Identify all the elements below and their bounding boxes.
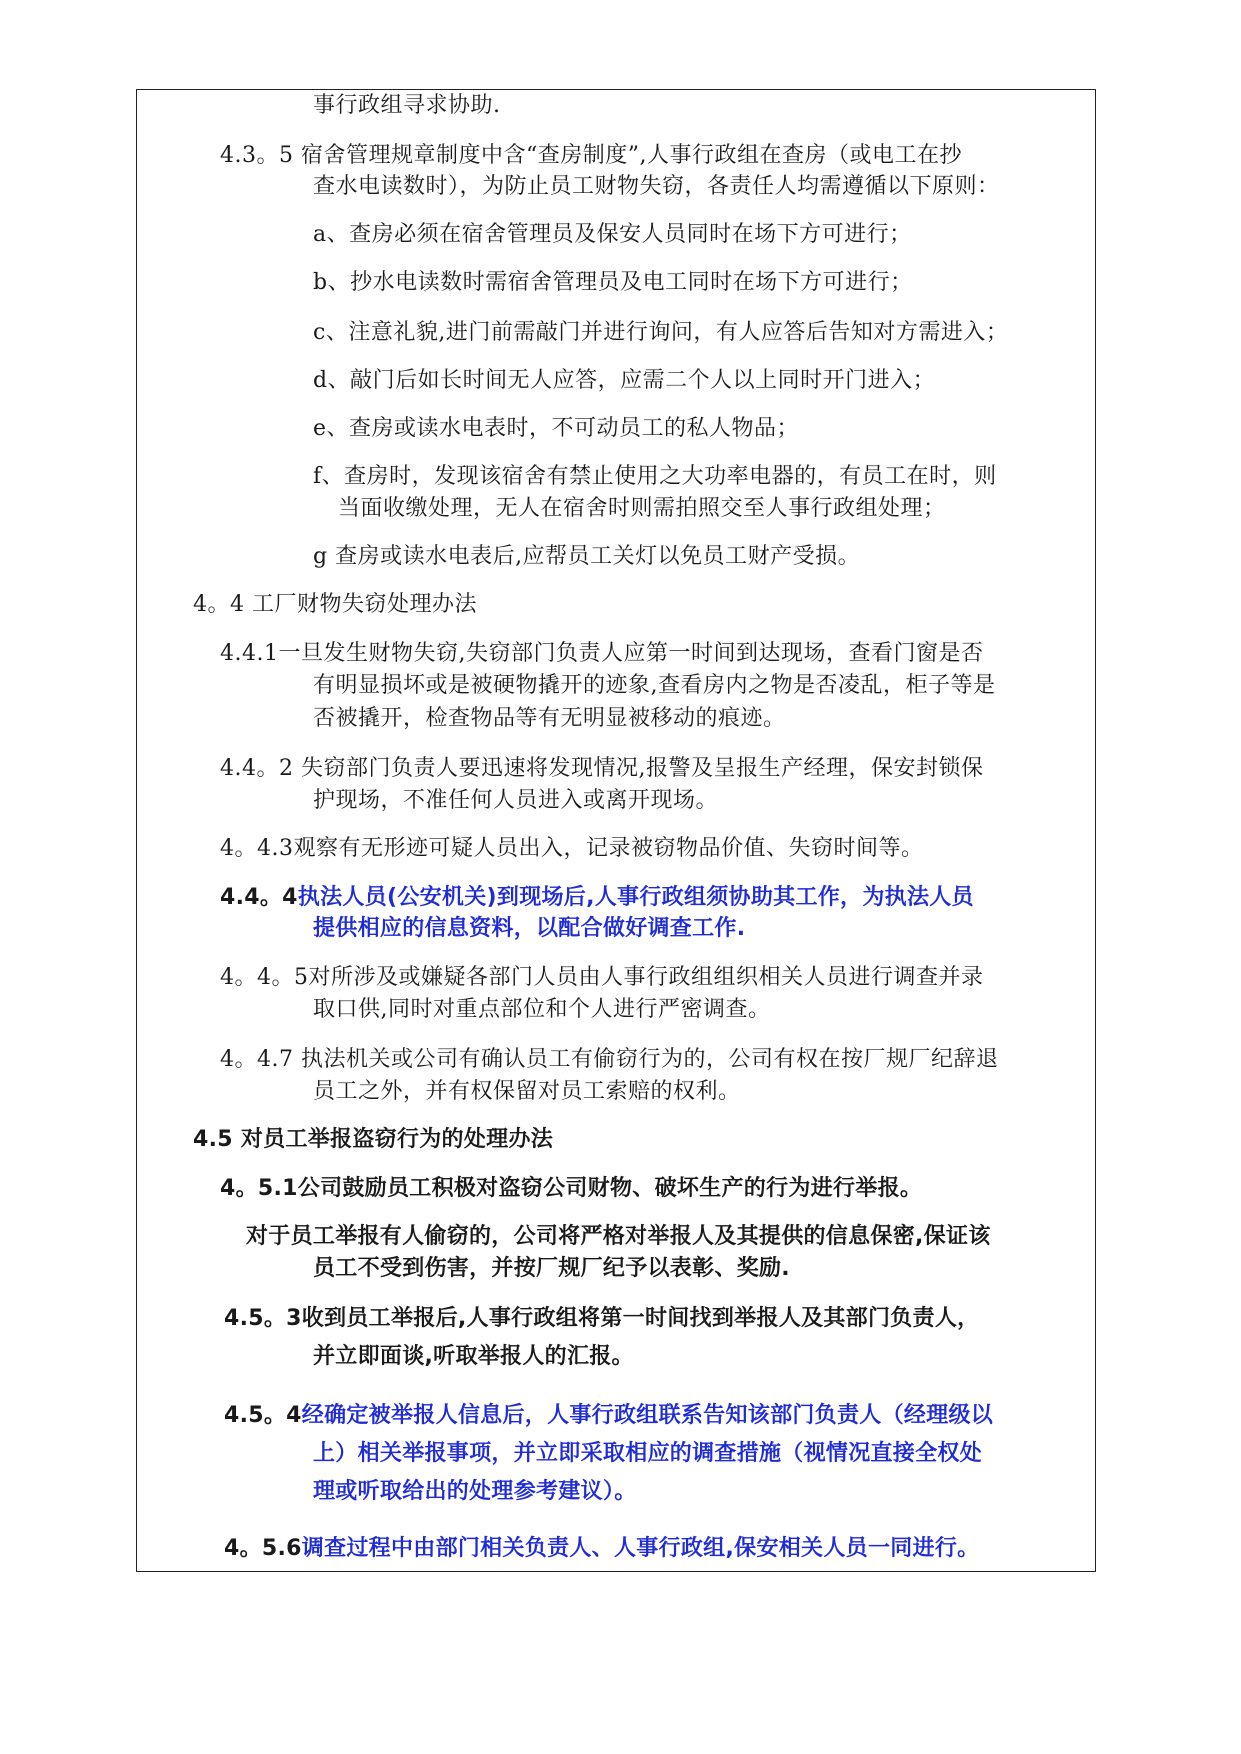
section-heading-4-4-5 — [220, 965, 984, 991]
list-item-f — [313, 464, 997, 490]
paragraph-line — [313, 706, 786, 732]
item-text: 对员工举报盗窃行为的处理办法 — [240, 1127, 554, 1152]
list-item-b — [313, 270, 913, 296]
paragraph-line — [313, 1479, 637, 1505]
item-text: 事行政组寻求协助. — [313, 93, 501, 118]
section-heading-4-4-7 — [220, 1047, 999, 1073]
item-number: 4。5.6 — [224, 1536, 302, 1561]
item-text: 一旦发生财物失窃,失窃部门负责人应第一时间到达现场，查看门窗是否 — [278, 641, 984, 666]
item-text: 对所涉及或嫌疑各部门人员由人事行政组组织相关人员进行调查并录 — [308, 965, 984, 990]
paragraph-line — [313, 1344, 634, 1370]
item-number: 4.5。4 — [224, 1403, 302, 1428]
item-number: 4.5 — [193, 1127, 241, 1152]
section-heading-4-4-1 — [220, 641, 983, 667]
list-item-e — [313, 416, 799, 442]
item-number: 4。4 — [193, 592, 252, 617]
paragraph-line — [313, 174, 1000, 200]
item-text: g 查房或读水电表后,应帮员工关灯以免员工财产受损。 — [313, 544, 861, 569]
item-text: 失窃部门负责人要迅速将发现情况,报警及呈报生产经理，保安封锁保 — [300, 756, 984, 781]
item-text: 取口供,同时对重点部位和个人进行严密调查。 — [313, 997, 771, 1022]
paragraph-line — [313, 1079, 741, 1105]
item-text: 宿舍管理规章制度中含“查房制度”,人事行政组在查房（或电工在抄 — [300, 143, 962, 168]
item-text: 收到员工举报后,人事行政组将第一时间找到举报人及其部门负责人， — [301, 1306, 980, 1331]
item-text: 经确定被举报人信息后，人事行政组联系告知该部门负责人（经理级以 — [301, 1403, 994, 1428]
item-number: 4.5。3 — [224, 1306, 302, 1331]
section-heading-4-5-4 — [224, 1403, 993, 1429]
item-text: 员工不受到伤害，并按厂规厂纪予以表彰、奖励. — [313, 1256, 790, 1281]
section-heading-4-4-2 — [220, 756, 983, 782]
section-heading-4-5-6 — [224, 1536, 979, 1562]
list-item-d — [313, 368, 935, 394]
item-number: 4.3。5 — [220, 143, 301, 168]
paragraph-line — [313, 93, 501, 119]
item-text: 当面收缴处理，无人在宿舍时则需拍照交至人事行政组处理； — [338, 496, 946, 521]
item-text: 对于员工举报有人偷窃的，公司将严格对举报人及其提供的信息保密,保证该 — [246, 1224, 991, 1249]
paragraph-line — [313, 1256, 790, 1282]
section-heading-4-5 — [193, 1127, 553, 1153]
item-number: 4.4。4 — [220, 885, 298, 910]
list-item-a — [313, 222, 912, 248]
list-item-c — [313, 320, 1008, 346]
paragraph-line — [313, 673, 996, 699]
item-number: 4。5.1 — [220, 1176, 298, 1201]
item-text: 护现场，不准任何人员进入或离开现场。 — [313, 788, 719, 813]
item-text: a、查房必须在宿舍管理员及保安人员同时在场下方可进行； — [313, 222, 912, 247]
item-number: 4.4。2 — [220, 756, 301, 781]
paragraph-line — [313, 997, 771, 1023]
section-heading-4-4-3 — [220, 836, 924, 862]
item-text: 提供相应的信息资料，以配合做好调查工作. — [313, 916, 746, 941]
item-text: 并立即面谈,听取举报人的汇报。 — [313, 1344, 634, 1369]
item-number: 4。4.7 — [220, 1047, 301, 1072]
paragraph-line — [313, 1441, 982, 1467]
paragraph-line — [338, 496, 946, 522]
item-text: 员工之外，并有权保留对员工索赔的权利。 — [313, 1079, 741, 1104]
section-heading-4-4-4 — [220, 885, 974, 911]
item-text: 观察有无形迹可疑人员出入，记录被窃物品价值、失窃时间等。 — [293, 836, 924, 861]
item-text: b、抄水电读数时需宿舍管理员及电工同时在场下方可进行； — [313, 270, 913, 295]
item-text: 工厂财物失窃处理办法 — [252, 592, 478, 617]
paragraph-line — [313, 788, 718, 814]
paragraph-line — [246, 1224, 991, 1250]
section-heading-4-3-5 — [220, 143, 962, 169]
item-text: 执法机关或公司有确认员工有偷窃行为的，公司有权在按厂规厂纪辞退 — [300, 1047, 999, 1072]
item-text: d、敲门后如长时间无人应答，应需二个人以上同时开门进入； — [313, 368, 936, 393]
list-item-g — [313, 544, 860, 570]
item-text: 执法人员(公安机关)到现场后,人事行政组须协助其工作，为执法人员 — [297, 885, 974, 910]
item-text: e、查房或读水电表时，不可动员工的私人物品； — [313, 416, 800, 441]
item-text: 公司鼓励员工积极对盗窃公司财物、破坏生产的行为进行举报。 — [297, 1176, 923, 1201]
item-number: 4.4.1 — [220, 641, 279, 666]
item-text: c、注意礼貌,进门前需敲门并进行询问，有人应答后告知对方需进入； — [313, 320, 1009, 345]
section-heading-4-5-1 — [220, 1176, 922, 1202]
item-text: 有明显损坏或是被硬物撬开的迹象,查看房内之物是否凌乱，柜子等是 — [313, 673, 996, 698]
item-text: 理或听取给出的处理参考建议）。 — [313, 1479, 637, 1504]
section-heading-4-4 — [193, 592, 477, 618]
paragraph-line — [313, 916, 745, 942]
item-text: 上）相关举报事项，并立即采取相应的调查措施（视情况直接全权处 — [313, 1441, 983, 1466]
item-text: 否被撬开，检查物品等有无明显被移动的痕迹。 — [313, 706, 786, 731]
section-heading-4-5-3 — [224, 1306, 979, 1332]
item-text: f、查房时，发现该宿舍有禁止使用之大功率电器的，有员工在时，则 — [313, 464, 997, 489]
item-text: 调查过程中由部门相关负责人、人事行政组,保安相关人员一同进行。 — [301, 1536, 980, 1561]
item-text: 查水电读数时），为防止员工财物失窃，各责任人均需遵循以下原则： — [313, 174, 1000, 199]
item-number: 4。4。5 — [220, 965, 309, 990]
item-number: 4。4.3 — [220, 836, 294, 861]
